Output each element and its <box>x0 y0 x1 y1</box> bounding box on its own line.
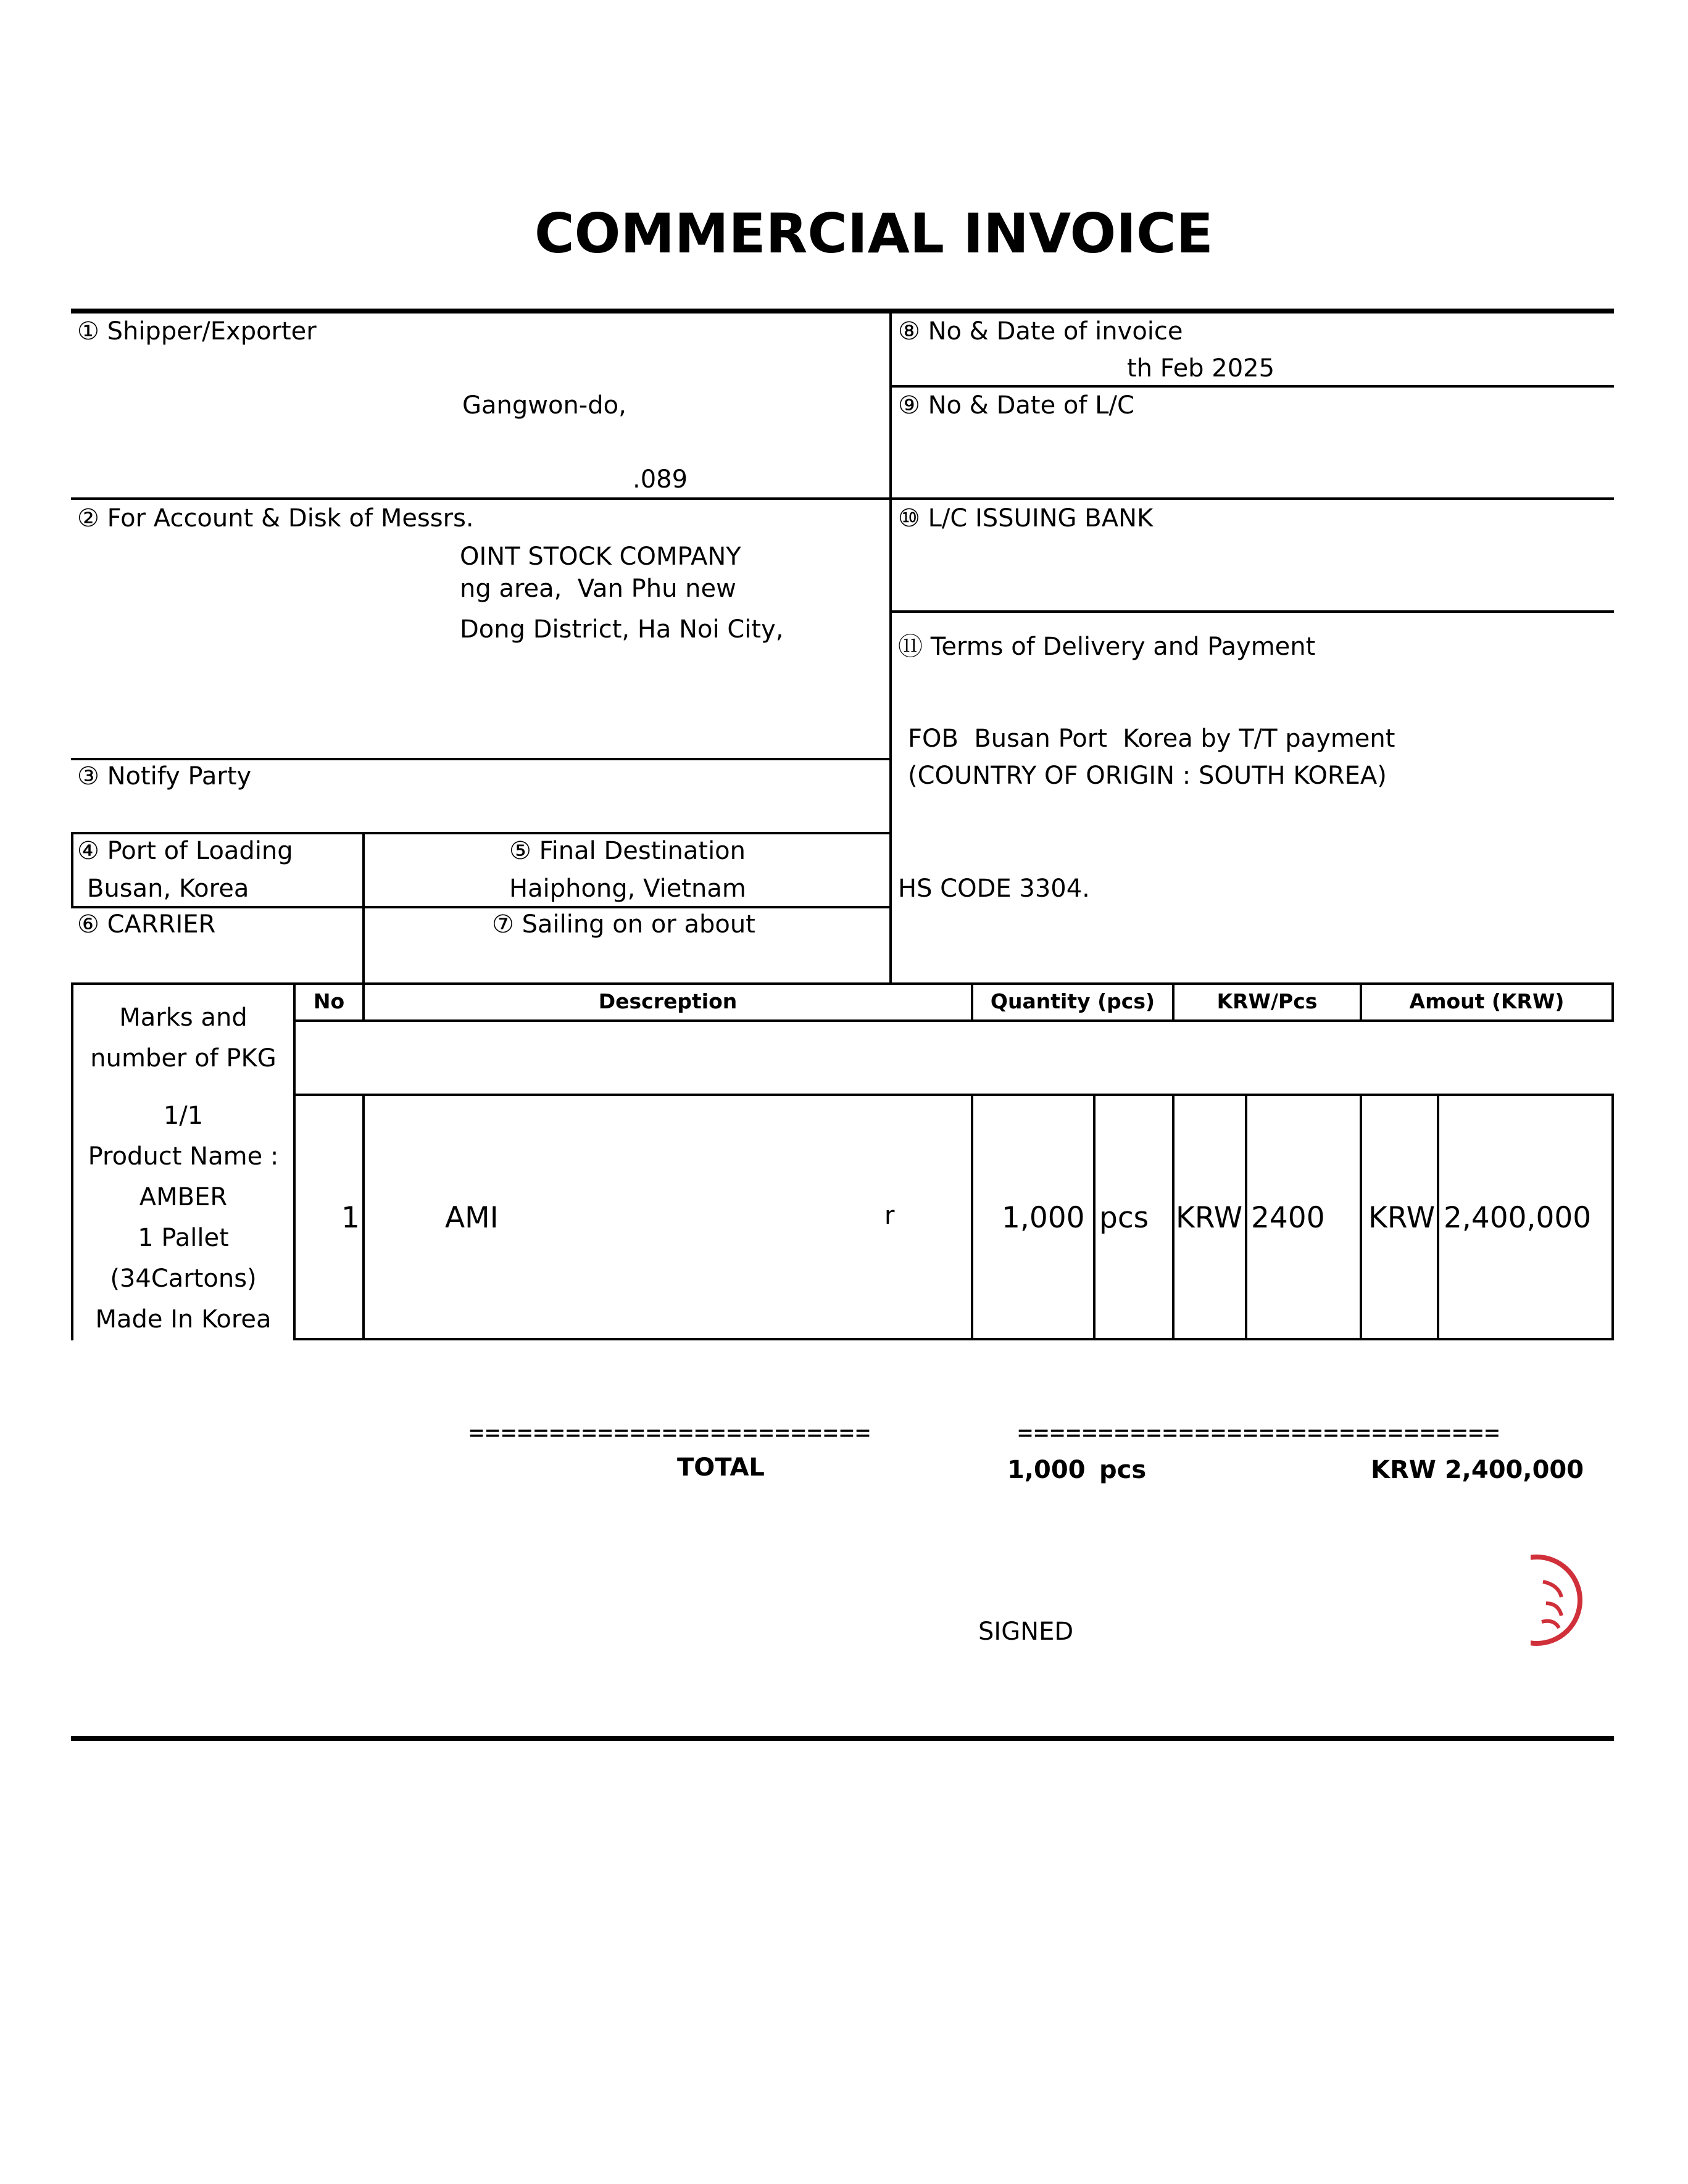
seal-stamp-icon <box>1531 1548 1592 1653</box>
total-label: TOTAL <box>677 1453 765 1482</box>
quantity-header: Quantity (pcs) <box>990 989 1155 1013</box>
price-divider-row <box>1360 1094 1362 1340</box>
invoice-date: th Feb 2025 <box>1127 354 1275 383</box>
price-currency-divider <box>1245 1094 1247 1340</box>
port-loading-value: Busan, Korea <box>87 874 249 903</box>
total-separator-right: ============================== <box>1018 1419 1501 1447</box>
port-row-divider <box>71 906 891 908</box>
total-unit: pcs <box>1099 1456 1147 1484</box>
top-border <box>71 309 1614 313</box>
bank-divider <box>891 610 1614 613</box>
final-destination-label: ⑤ Final Destination <box>509 837 746 865</box>
marks-line: 1/1 <box>163 1102 204 1130</box>
qty-unit-divider <box>1093 1094 1096 1340</box>
item-description-tail: r <box>884 1202 895 1230</box>
item-description: AMI <box>445 1201 499 1235</box>
carrier-label: ⑥ CARRIER <box>77 910 216 939</box>
desc-divider-row <box>971 1094 973 1340</box>
bottom-border <box>71 1736 1614 1741</box>
marks-divider <box>293 982 296 1340</box>
document-title: COMMERCIAL INVOICE <box>534 202 1213 265</box>
lc-label: ⑨ No & Date of L/C <box>898 391 1134 420</box>
table-right-border-header <box>1611 982 1614 1022</box>
unit-price-header: KRW/Pcs <box>1216 989 1318 1013</box>
marks-line: 1 Pallet <box>138 1224 229 1252</box>
center-divider <box>889 311 892 984</box>
consignee-label: ② For Account & Disk of Messrs. <box>77 504 474 533</box>
shipper-divider <box>71 497 1614 500</box>
item-unit: pcs <box>1099 1201 1149 1235</box>
signed-text: SIGNED <box>978 1617 1074 1646</box>
item-amount: 2,400,000 <box>1444 1201 1592 1235</box>
no-divider-row <box>362 1094 365 1340</box>
port-loading-label: ④ Port of Loading <box>77 837 293 865</box>
table-right-border-row <box>1611 1094 1614 1340</box>
total-amount: KRW 2,400,000 <box>1371 1456 1584 1484</box>
marks-header-2: number of PKG <box>90 1044 276 1073</box>
no-header: No <box>313 989 345 1013</box>
marks-line: (34Cartons) <box>110 1264 257 1293</box>
final-destination-value: Haiphong, Vietnam <box>509 874 746 903</box>
item-price: 2400 <box>1251 1201 1325 1235</box>
consignee-divider <box>71 758 891 760</box>
consignee-address-2: Dong District, Ha Noi City, <box>460 615 784 644</box>
item-quantity: 1,000 <box>1002 1201 1085 1235</box>
row-top-border <box>293 1094 1614 1096</box>
notify-divider <box>71 832 891 834</box>
shipper-label: ① Shipper/Exporter <box>77 317 317 346</box>
invoice-label: ⑧ No & Date of invoice <box>898 317 1183 346</box>
terms-line-1: FOB Busan Port Korea by T/T payment <box>908 725 1395 753</box>
header-bottom-border <box>293 1019 1614 1022</box>
description-header: Descreption <box>598 989 738 1013</box>
issuing-bank-label: ⑩ L/C ISSUING BANK <box>898 504 1154 533</box>
item-amount-currency: KRW <box>1368 1201 1436 1235</box>
marks-line: Made In Korea <box>95 1305 272 1334</box>
shipper-address: Gangwon-do, <box>462 391 626 420</box>
loading-left-border <box>71 832 73 907</box>
amount-header: Amout (KRW) <box>1409 989 1565 1013</box>
terms-line-2: (COUNTRY OF ORIGIN : SOUTH KOREA) <box>908 762 1387 790</box>
marks-header-1: Marks and <box>119 1003 247 1032</box>
consignee-address-1: ng area, Van Phu new <box>460 575 736 603</box>
invoice-divider <box>891 385 1614 388</box>
item-price-currency: KRW <box>1176 1201 1243 1235</box>
terms-label: ⑪ Terms of Delivery and Payment <box>898 633 1316 661</box>
notify-label: ③ Notify Party <box>77 762 252 791</box>
hs-code: HS CODE 3304. <box>898 874 1090 903</box>
table-top-border <box>71 982 1614 985</box>
item-no: 1 <box>341 1201 360 1235</box>
company-seal <box>1531 1548 1592 1655</box>
qty-divider-row <box>1172 1094 1175 1340</box>
total-separator-left: ========================= <box>469 1419 872 1447</box>
sailing-label: ⑦ Sailing on or about <box>492 910 755 939</box>
marks-line: Product Name : <box>88 1142 279 1171</box>
marks-line: AMBER <box>139 1183 228 1211</box>
row-bottom-border <box>293 1338 1614 1340</box>
total-quantity: 1,000 <box>1007 1456 1086 1484</box>
shipper-phone: .089 <box>633 465 688 494</box>
amount-currency-divider <box>1437 1094 1439 1340</box>
consignee-name: OINT STOCK COMPANY <box>460 542 741 571</box>
